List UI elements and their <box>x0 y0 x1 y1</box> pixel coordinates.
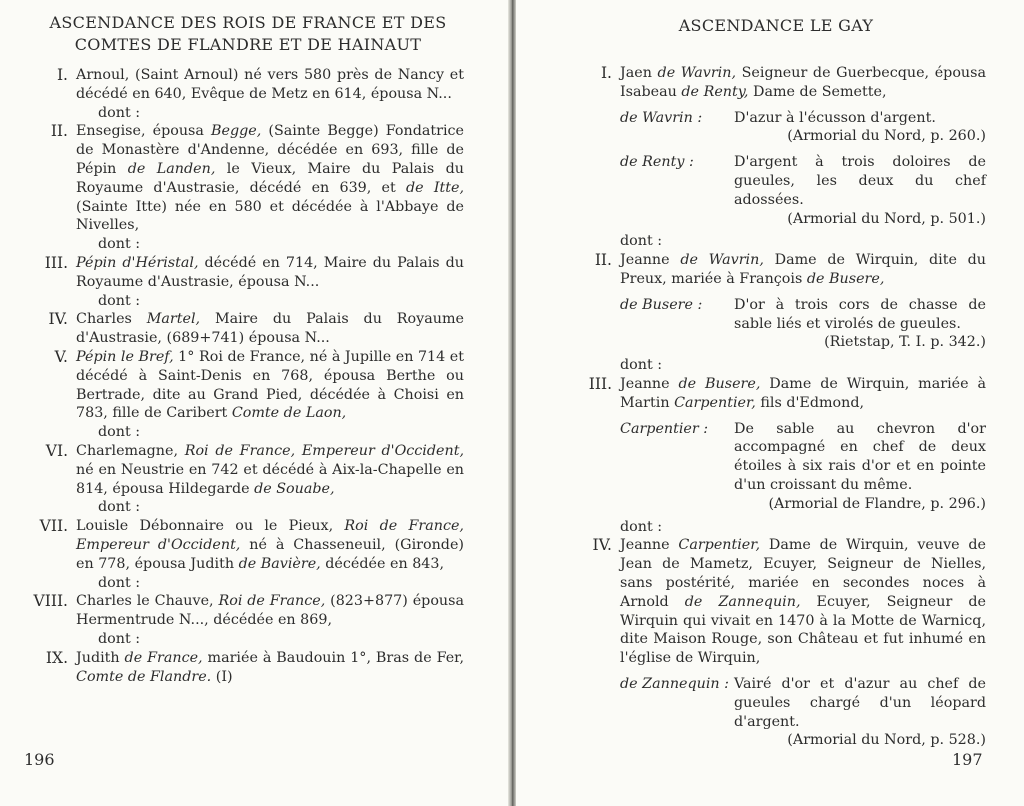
entry-text: Arnoul, (Saint Arnoul) né vers 580 près de Nancy et décédé en 640, Evêque de Metz en 614, épousa N... <box>76 67 464 102</box>
page-number-left: 196 <box>24 750 55 769</box>
genealogy-entry <box>16 122 464 254</box>
arms-reference: (Armorial du Nord, p. 260.) <box>787 128 986 145</box>
entry-text: Pépin d'Héristal, décédé en 714, Maire du Palais du Royaume d'Austrasie, épousa N... <box>76 254 464 290</box>
left-entry-list <box>16 66 464 686</box>
arms-label: de Zannequin : <box>620 675 729 692</box>
dont-label: dont : <box>98 574 141 591</box>
generation-number: IV. <box>592 536 612 555</box>
arms-blazon: D'or à trois cors de chasse de sable liés et virolés de gueules. <box>734 296 986 332</box>
arms-reference: (Armorial de Flandre, p. 296.) <box>768 495 986 512</box>
genealogy-entry <box>574 536 986 750</box>
arms-blazon: D'argent à trois doloires de gueules, les deux du chef adossées. <box>734 154 986 208</box>
arms-description <box>734 153 986 228</box>
arms-reference: (Armorial du Nord, p. 501.) <box>787 210 986 227</box>
arms-reference: (Rietstap, T. I. p. 342.) <box>824 334 986 351</box>
generation-number: VIII. <box>33 592 68 611</box>
dont-label: dont : <box>98 630 141 647</box>
entry-text: Ensegise, épousa Begge, (Sainte Begge) Fondatrice de Monastère d'Andenne, décédée en 693, fille de Pépin de Landen, le Vieux, Maire du Palais du Royaume d'Austrasie, décédé en 639, et de Itte, (Sainte Itte) née en 580 et décédée à l'Abbaye de Nivelles, <box>76 123 465 234</box>
coat-of-arms <box>620 109 986 147</box>
generation-number: II. <box>594 251 612 270</box>
dont-label: dont : <box>98 424 141 441</box>
genealogy-entry <box>16 517 464 592</box>
arms-label: de Busere : <box>620 296 703 313</box>
entry-text: Jeanne de Wavrin, Dame de Wirquin, dite du Preux, mariée à François de Busere, <box>620 252 986 287</box>
generation-number: II. <box>50 122 68 141</box>
genealogy-entry <box>16 649 464 687</box>
right-page <box>516 0 1024 806</box>
arms-description <box>734 675 986 750</box>
genealogy-entry <box>16 254 464 310</box>
left-page <box>0 0 508 806</box>
genealogy-entry <box>16 442 464 517</box>
arms-description <box>734 296 986 352</box>
entry-text: Pépin le Bref, 1° Roi de France, né à Jupille en 714 et décédé à Saint-Denis en 768, épousa Berthe ou Bertrade, dite au Grand Pied, décédée à Choisi en 783, fille de Caribert Comte de Laon, <box>76 348 464 422</box>
arms-label: de Renty : <box>620 154 694 171</box>
genealogy-entry <box>574 251 986 375</box>
generation-number: I. <box>56 66 68 84</box>
generation-number: III. <box>44 253 68 272</box>
dont-label: dont : <box>98 499 141 516</box>
right-page-title: ASCENDANCE LE GAY <box>678 16 874 35</box>
generation-number: III. <box>588 374 612 393</box>
arms-description <box>734 420 986 514</box>
generation-number: V. <box>54 347 68 366</box>
dont-label: dont : <box>98 104 141 121</box>
generation-number: IV. <box>48 310 68 329</box>
dont-label: dont : <box>98 236 141 253</box>
dont-label: dont : <box>98 292 141 309</box>
dont-label: dont : <box>620 518 663 535</box>
entry-text: Louisle Débonnaire ou le Pieux, Roi de France, Empereur d'Occident, né à Chasseneuil, (Gironde) en 778, épousa Judith de Bavière, décédée en 843, <box>76 518 464 572</box>
genealogy-entry <box>16 310 464 348</box>
dont-label: dont : <box>620 233 663 250</box>
book-gutter <box>508 0 516 806</box>
genealogy-entry <box>574 64 986 251</box>
genealogy-entry <box>16 592 464 648</box>
genealogy-entry <box>16 348 464 442</box>
left-page-title: ASCENDANCE DES ROIS DE FRANCE ET DES COMTES DE FLANDRE ET DE HAINAUT <box>49 13 447 54</box>
entry-text: Judith de France, mariée à Baudouin 1°, Bras de Fer, Comte de Flandre. (I) <box>76 649 464 685</box>
arms-blazon: Vairé d'or et d'azur au chef de gueules chargé d'un léopard d'argent. <box>734 675 986 730</box>
entry-text: Jeanne de Busere, Dame de Wirquin, mariée à Martin Carpentier, fils d'Edmond, <box>620 375 986 411</box>
generation-number: IX. <box>45 648 68 667</box>
entry-text: Jaen de Wavrin, Seigneur de Guerbecque, épousa Isabeau de Renty, Dame de Semette, <box>620 65 986 100</box>
coat-of-arms <box>620 296 986 352</box>
dont-label: dont : <box>620 357 663 374</box>
arms-label: de Wavrin : <box>620 109 703 126</box>
entry-text: Charlemagne, Roi de France, Empereur d'Occident, né en Neustrie en 742 et décédé à Aix-la-Chapelle en 814, épousa Hildegarde de Souabe, <box>76 442 464 497</box>
right-entry-list <box>574 64 986 754</box>
coat-of-arms <box>620 420 986 514</box>
arms-reference: (Armorial du Nord, p. 528.) <box>787 732 986 749</box>
entry-text: Charles Martel, Maire du Palais du Royaume d'Austrasie, (689+741) épousa N... <box>76 311 464 347</box>
generation-number: VI. <box>45 441 68 460</box>
page-number-right: 197 <box>952 750 983 769</box>
generation-number: VII. <box>39 517 68 536</box>
entry-text: Jeanne Carpentier, Dame de Wirquin, veuve de Jean de Mametz, Ecuyer, Seigneur de Nielles, sans postérité, mariée en secondes noces à Arnold de Zannequin, Ecuyer, Seigneur de Wirquin qui vivait en 1470 à la Motte de Warnicq, dite Maison Rouge, son Château et fut inhumé en l'église de Wirquin, <box>620 537 986 667</box>
genealogy-entry <box>16 66 464 122</box>
genealogy-entry <box>574 375 986 536</box>
coat-of-arms <box>620 675 986 750</box>
coat-of-arms <box>620 153 986 228</box>
arms-blazon: D'azur à l'écusson d'argent. <box>734 109 936 126</box>
arms-label: Carpentier : <box>620 420 709 437</box>
arms-blazon: De sable au chevron d'or accompagné en chef de deux étoiles à six rais d'or et en pointe d'un croissant du même. <box>734 420 986 493</box>
entry-text: Charles le Chauve, Roi de France, (823+877) épousa Hermentrude N..., décédée en 869, <box>76 593 464 629</box>
generation-number: I. <box>600 64 612 82</box>
arms-description <box>734 109 986 147</box>
